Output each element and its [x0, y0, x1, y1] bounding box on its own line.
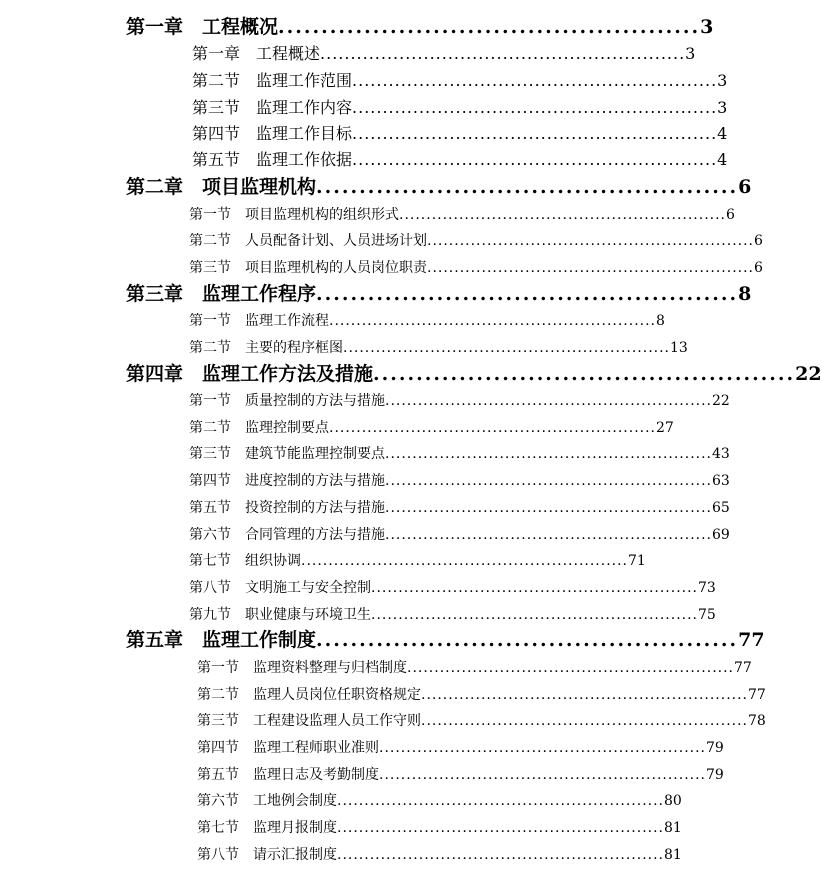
- section-page-number: 79: [706, 767, 724, 783]
- toc-section[interactable]: 第三节 监理工作内容 ............................................................ 3: [192, 98, 728, 117]
- toc-chapter-5[interactable]: 第五章 监理工作制度 ................................................. 77: [126, 629, 765, 651]
- toc-chapter-3[interactable]: 第三章 监理工作程序 ................................................. 8: [126, 283, 752, 305]
- section-title: 第五节 监理工作依据: [192, 150, 353, 169]
- toc-section[interactable]: 第四节 进度控制的方法与措施 ............................................................ 63: [189, 470, 613, 492]
- section-page-number: 69: [712, 527, 730, 543]
- toc-section[interactable]: 第七节 监理月报制度 ............................................................ 81: [197, 817, 613, 839]
- toc-section[interactable]: 第二节 监理工作范围 ............................................................ 3: [192, 71, 728, 90]
- section-title: 第二节 监理人员岗位任职资格规定: [197, 687, 421, 703]
- toc-section[interactable]: 第一节 质量控制的方法与措施 ............................................................ 22: [189, 390, 613, 412]
- section-page-number: 27: [656, 420, 674, 436]
- section-page-number: 77: [734, 660, 752, 676]
- section-page-number: 77: [748, 687, 766, 703]
- toc-section[interactable]: 第五节 监理日志及考勤制度 ............................................................ 79: [197, 764, 613, 786]
- toc-section[interactable]: 第三节 工程建设监理人员工作守则 ............................................................ 78: [197, 710, 613, 732]
- chapter-title: 第三章 监理工作程序: [126, 283, 317, 305]
- toc-section[interactable]: 第三节 建筑节能监理控制要点 ............................................................ 43: [189, 443, 613, 465]
- section-title: 第四节 进度控制的方法与措施: [189, 473, 385, 489]
- toc-chapter-4[interactable]: 第四章 监理工作方法及措施 ................................................. 22: [126, 363, 822, 385]
- toc-chapter-1[interactable]: 第一章 工程概况 ................................................. 3: [126, 16, 714, 38]
- toc-section[interactable]: 第二节 人员配备计划、人员进场计划 ............................................................ 6: [189, 230, 604, 252]
- toc-section[interactable]: 第二节 主要的程序框图 ............................................................ 13: [189, 337, 613, 359]
- section-title: 第八节 请示汇报制度: [197, 847, 337, 863]
- toc-section[interactable]: 第四节 监理工作目标 ............................................................ 4: [192, 124, 728, 143]
- section-title: 第二节 人员配备计划、人员进场计划: [189, 233, 427, 249]
- chapter-page-number: 22: [795, 363, 822, 385]
- section-title: 第三节 建筑节能监理控制要点: [189, 446, 385, 462]
- section-page-number: 43: [712, 446, 730, 462]
- section-page-number: 22: [712, 393, 730, 409]
- toc-section[interactable]: 第六节 合同管理的方法与措施 ............................................................ 69: [189, 524, 613, 546]
- section-title: 第一节 监理资料整理与归档制度: [197, 660, 407, 676]
- section-page-number: 3: [717, 98, 728, 117]
- chapter-page-number: 77: [738, 629, 765, 651]
- section-title: 第一章 工程概述: [192, 44, 321, 63]
- chapter-title: 第一章 工程概况: [126, 16, 279, 38]
- section-title: 第二节 主要的程序框图: [189, 340, 343, 356]
- section-page-number: 8: [656, 313, 665, 329]
- section-page-number: 73: [698, 580, 716, 596]
- section-title: 第六节 工地例会制度: [197, 793, 337, 809]
- section-title: 第三节 监理工作内容: [192, 98, 353, 117]
- section-title: 第三节 项目监理机构的人员岗位职责: [189, 260, 427, 276]
- section-page-number: 81: [664, 847, 682, 863]
- toc-chapter-2[interactable]: 第二章 项目监理机构 ................................................. 6: [126, 176, 752, 198]
- section-title: 第一节 质量控制的方法与措施: [189, 393, 385, 409]
- toc-section[interactable]: 第六节 工地例会制度 ............................................................ 80: [197, 790, 613, 812]
- chapter-title: 第五章 监理工作制度: [126, 629, 317, 651]
- toc-section[interactable]: 第五节 监理工作依据 ............................................................ 4: [192, 150, 728, 169]
- toc-section[interactable]: 第九节 职业健康与环境卫生 ............................................................ 75: [189, 604, 613, 626]
- toc-section[interactable]: 第一节 监理工作流程 ............................................................ 8: [189, 310, 606, 332]
- section-page-number: 6: [754, 260, 763, 276]
- section-title: 第七节 组织协调: [189, 553, 301, 569]
- section-page-number: 65: [712, 500, 730, 516]
- section-page-number: 3: [685, 44, 696, 63]
- section-page-number: 81: [664, 820, 682, 836]
- section-title: 第三节 工程建设监理人员工作守则: [197, 713, 421, 729]
- chapter-page-number: 8: [738, 283, 752, 305]
- section-page-number: 79: [706, 740, 724, 756]
- section-page-number: 3: [717, 71, 728, 90]
- section-title: 第八节 文明施工与安全控制: [189, 580, 371, 596]
- chapter-title: 第二章 项目监理机构: [126, 176, 317, 198]
- section-title: 第七节 监理月报制度: [197, 820, 337, 836]
- toc-section[interactable]: 第五节 投资控制的方法与措施 ............................................................ 65: [189, 497, 613, 519]
- section-page-number: 4: [717, 124, 728, 143]
- section-title: 第四节 监理工作目标: [192, 124, 353, 143]
- section-title: 第六节 合同管理的方法与措施: [189, 527, 385, 543]
- chapter-page-number: 3: [700, 16, 714, 38]
- section-title: 第一节 项目监理机构的组织形式: [189, 207, 399, 223]
- section-page-number: 63: [712, 473, 730, 489]
- toc-section[interactable]: 第四节 监理工程师职业准则 ............................................................ 79: [197, 737, 613, 759]
- section-page-number: 6: [726, 207, 735, 223]
- toc-section[interactable]: 第八节 请示汇报制度 ............................................................ 81: [197, 844, 613, 866]
- section-title: 第五节 监理日志及考勤制度: [197, 767, 379, 783]
- section-page-number: 4: [717, 150, 728, 169]
- section-title: 第二节 监理工作范围: [192, 71, 353, 90]
- chapter-title: 第四章 监理工作方法及措施: [126, 363, 374, 385]
- section-title: 第二节 监理控制要点: [189, 420, 329, 436]
- section-page-number: 6: [754, 233, 763, 249]
- section-page-number: 78: [748, 713, 766, 729]
- section-page-number: 80: [664, 793, 682, 809]
- section-title: 第九节 职业健康与环境卫生: [189, 607, 371, 623]
- toc-section[interactable]: 第一节 项目监理机构的组织形式 ............................................................ 6: [189, 204, 604, 226]
- section-page-number: 13: [670, 340, 688, 356]
- toc-section[interactable]: 第七节 组织协调 ............................................................ 71: [189, 550, 613, 572]
- section-page-number: 71: [628, 553, 646, 569]
- toc-section[interactable]: 第三节 项目监理机构的人员岗位职责 ............................................................ 6: [189, 257, 604, 279]
- toc-section[interactable]: 第二节 监理人员岗位任职资格规定 ............................................................ 77: [197, 684, 613, 706]
- toc-section[interactable]: 第一章 工程概述 ............................................................ 3: [192, 44, 696, 63]
- section-title: 第四节 监理工程师职业准则: [197, 740, 379, 756]
- section-page-number: 75: [698, 607, 716, 623]
- section-title: 第五节 投资控制的方法与措施: [189, 500, 385, 516]
- chapter-page-number: 6: [738, 176, 752, 198]
- toc-section[interactable]: 第一节 监理资料整理与归档制度 ............................................................ 77: [197, 657, 613, 679]
- toc-section[interactable]: 第八节 文明施工与安全控制 ............................................................ 73: [189, 577, 613, 599]
- section-title: 第一节 监理工作流程: [189, 313, 329, 329]
- toc-section[interactable]: 第二节 监理控制要点 ............................................................ 27: [189, 417, 613, 439]
